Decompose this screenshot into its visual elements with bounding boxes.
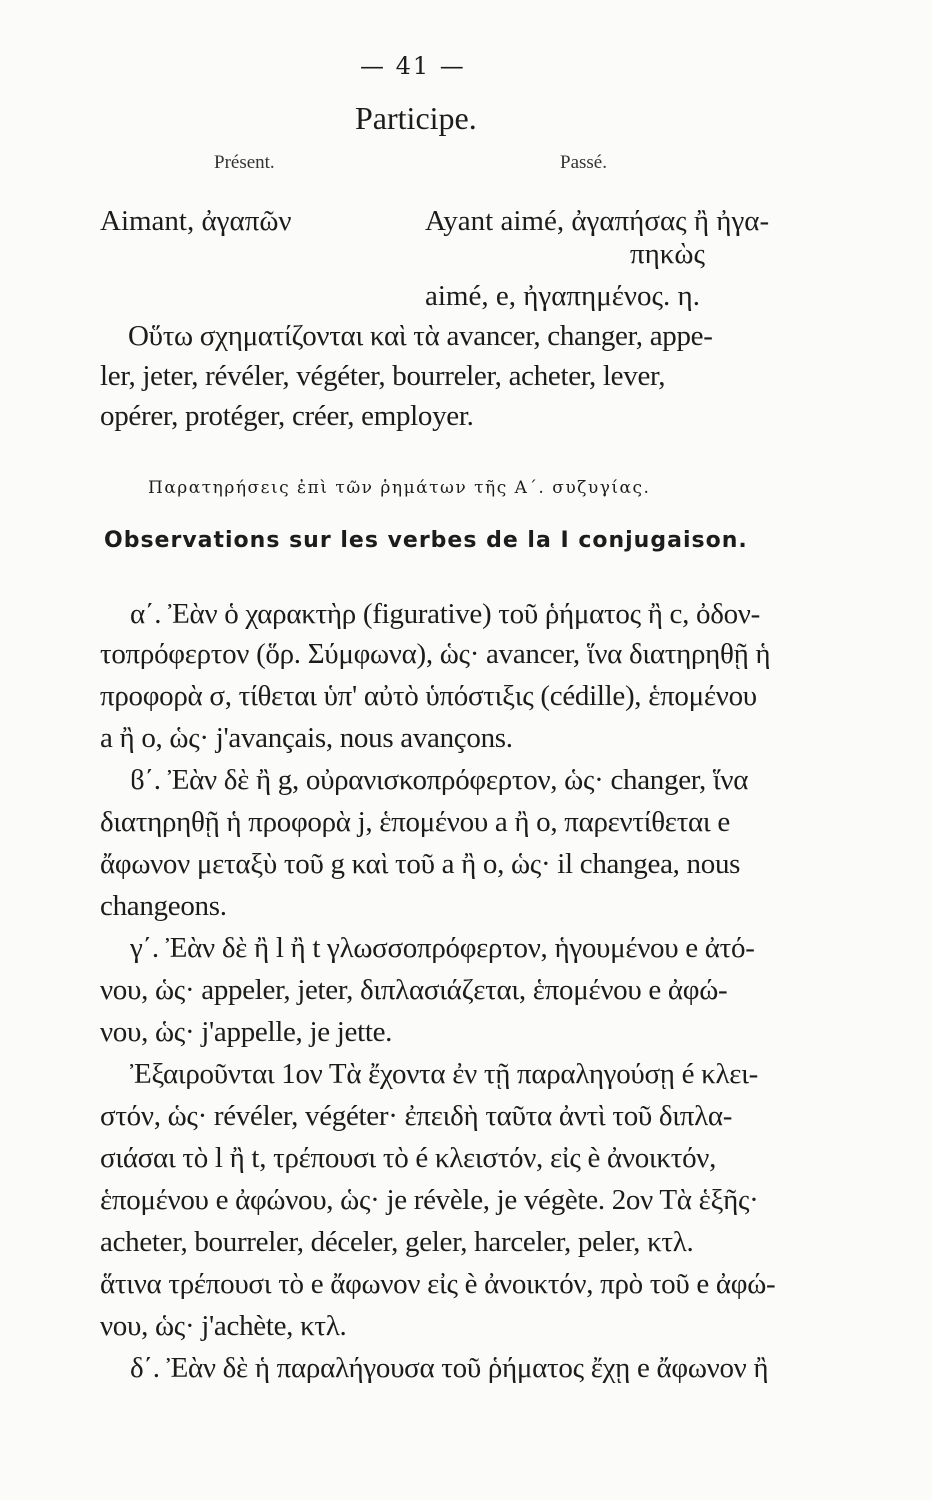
body-line: α΄. Ἐὰν ὁ χαρακτὴρ (figurative) τοῦ ῥήματος ἢ c, ὀδον- <box>130 598 760 630</box>
body-line: προφορὰ σ, τίθεται ὑπ' αὐτὸ ὑπόστιξις (cédille), ἑπομένου <box>100 680 757 712</box>
body-line: ἄφωνον μεταξὺ τοῦ g καὶ τοῦ a ἢ o, ὡς· il changea, nous <box>100 848 741 880</box>
section-french-heading: Observations sur les verbes de la I conjugaison. <box>104 528 748 553</box>
body-line: νου, ὡς· j'achète, κτλ. <box>100 1310 347 1342</box>
column-heading-past: Passé. <box>560 152 607 173</box>
body-line: Ἐξαιροῦνται 1ον Τὰ ἔχοντα ἐν τῇ παραληγούσῃ é κλει- <box>130 1058 758 1090</box>
paragraph-line: ler, jeter, révéler, végéter, bourreler, acheter, lever, <box>100 360 666 392</box>
body-line: δ΄. Ἐὰν δὲ ἡ παραλήγουσα τοῦ ῥήματος ἔχῃ e ἄφωνον ἢ <box>130 1352 769 1384</box>
body-line: στόν, ὡς· révéler, végéter· ἐπειδὴ ταῦτα ἀντὶ τοῦ διπλα- <box>100 1100 733 1132</box>
conjugation-past-3: aimé, e, ἠγαπημένος. η. <box>425 280 700 312</box>
column-heading-present: Présent. <box>214 152 275 173</box>
body-line: a ἢ o, ὡς· j'avançais, nous avançons. <box>100 722 513 754</box>
paragraph-line: opérer, protéger, créer, employer. <box>100 400 474 432</box>
section-greek-heading: Παρατηρήσεις ἐπὶ τῶν ῥημάτων τῆς Α΄. συζυγίας. <box>148 478 651 498</box>
conjugation-past-2: πηκὼς <box>630 238 705 270</box>
body-line: changeons. <box>100 890 227 922</box>
body-line: νου, ὡς· j'appelle, je jette. <box>100 1016 393 1048</box>
body-line: τοπρόφερτον (ὅρ. Σύμφωνα), ὡς· avancer, ἵνα διατηρηθῇ ἡ <box>100 638 771 670</box>
conjugation-present: Aimant, ἀγαπῶν <box>100 205 292 237</box>
paragraph-line: Οὕτω σχηματίζονται καὶ τὰ avancer, changer, appe- <box>128 320 713 352</box>
body-line: σιάσαι τὸ l ἢ t, τρέπουσι τὸ é κλειστόν, εἰς è ἀνοικτόν, <box>100 1142 717 1174</box>
body-line: ϐ΄. Ἐὰν δὲ ἢ g, οὐρανισκοπρόφερτον, ὡς· changer, ἵνα <box>130 764 749 796</box>
body-line: acheter, bourreler, déceler, geler, harceler, peler, κτλ. <box>100 1226 694 1258</box>
body-line: ἅτινα τρέπουσι τὸ e ἄφωνον εἰς è ἀνοικτόν, πρὸ τοῦ e ἀφώ- <box>100 1268 776 1300</box>
conjugation-past-1: Ayant aimé, ἀγαπήσας ἢ ἠγα- <box>425 205 770 237</box>
body-line: ἑπομένου e ἀφώνου, ὡς· je révèle, je végète. 2ον Τὰ ἑξῆς· <box>100 1184 759 1216</box>
body-line: γ΄. Ἐὰν δὲ ἢ l ἢ t γλωσσοπρόφερτον, ἡγουμένου e ἀτό- <box>130 932 755 964</box>
page-title: Participe. <box>355 100 477 136</box>
body-line: διατηρηθῇ ἡ προφορὰ j, ἑπομένου a ἢ o, παρεντίθεται e <box>100 806 730 838</box>
page-number: — 41 — <box>360 52 466 80</box>
body-line: νου, ὡς· appeler, jeter, διπλασιάζεται, ἑπομένου e ἀφώ- <box>100 974 728 1006</box>
